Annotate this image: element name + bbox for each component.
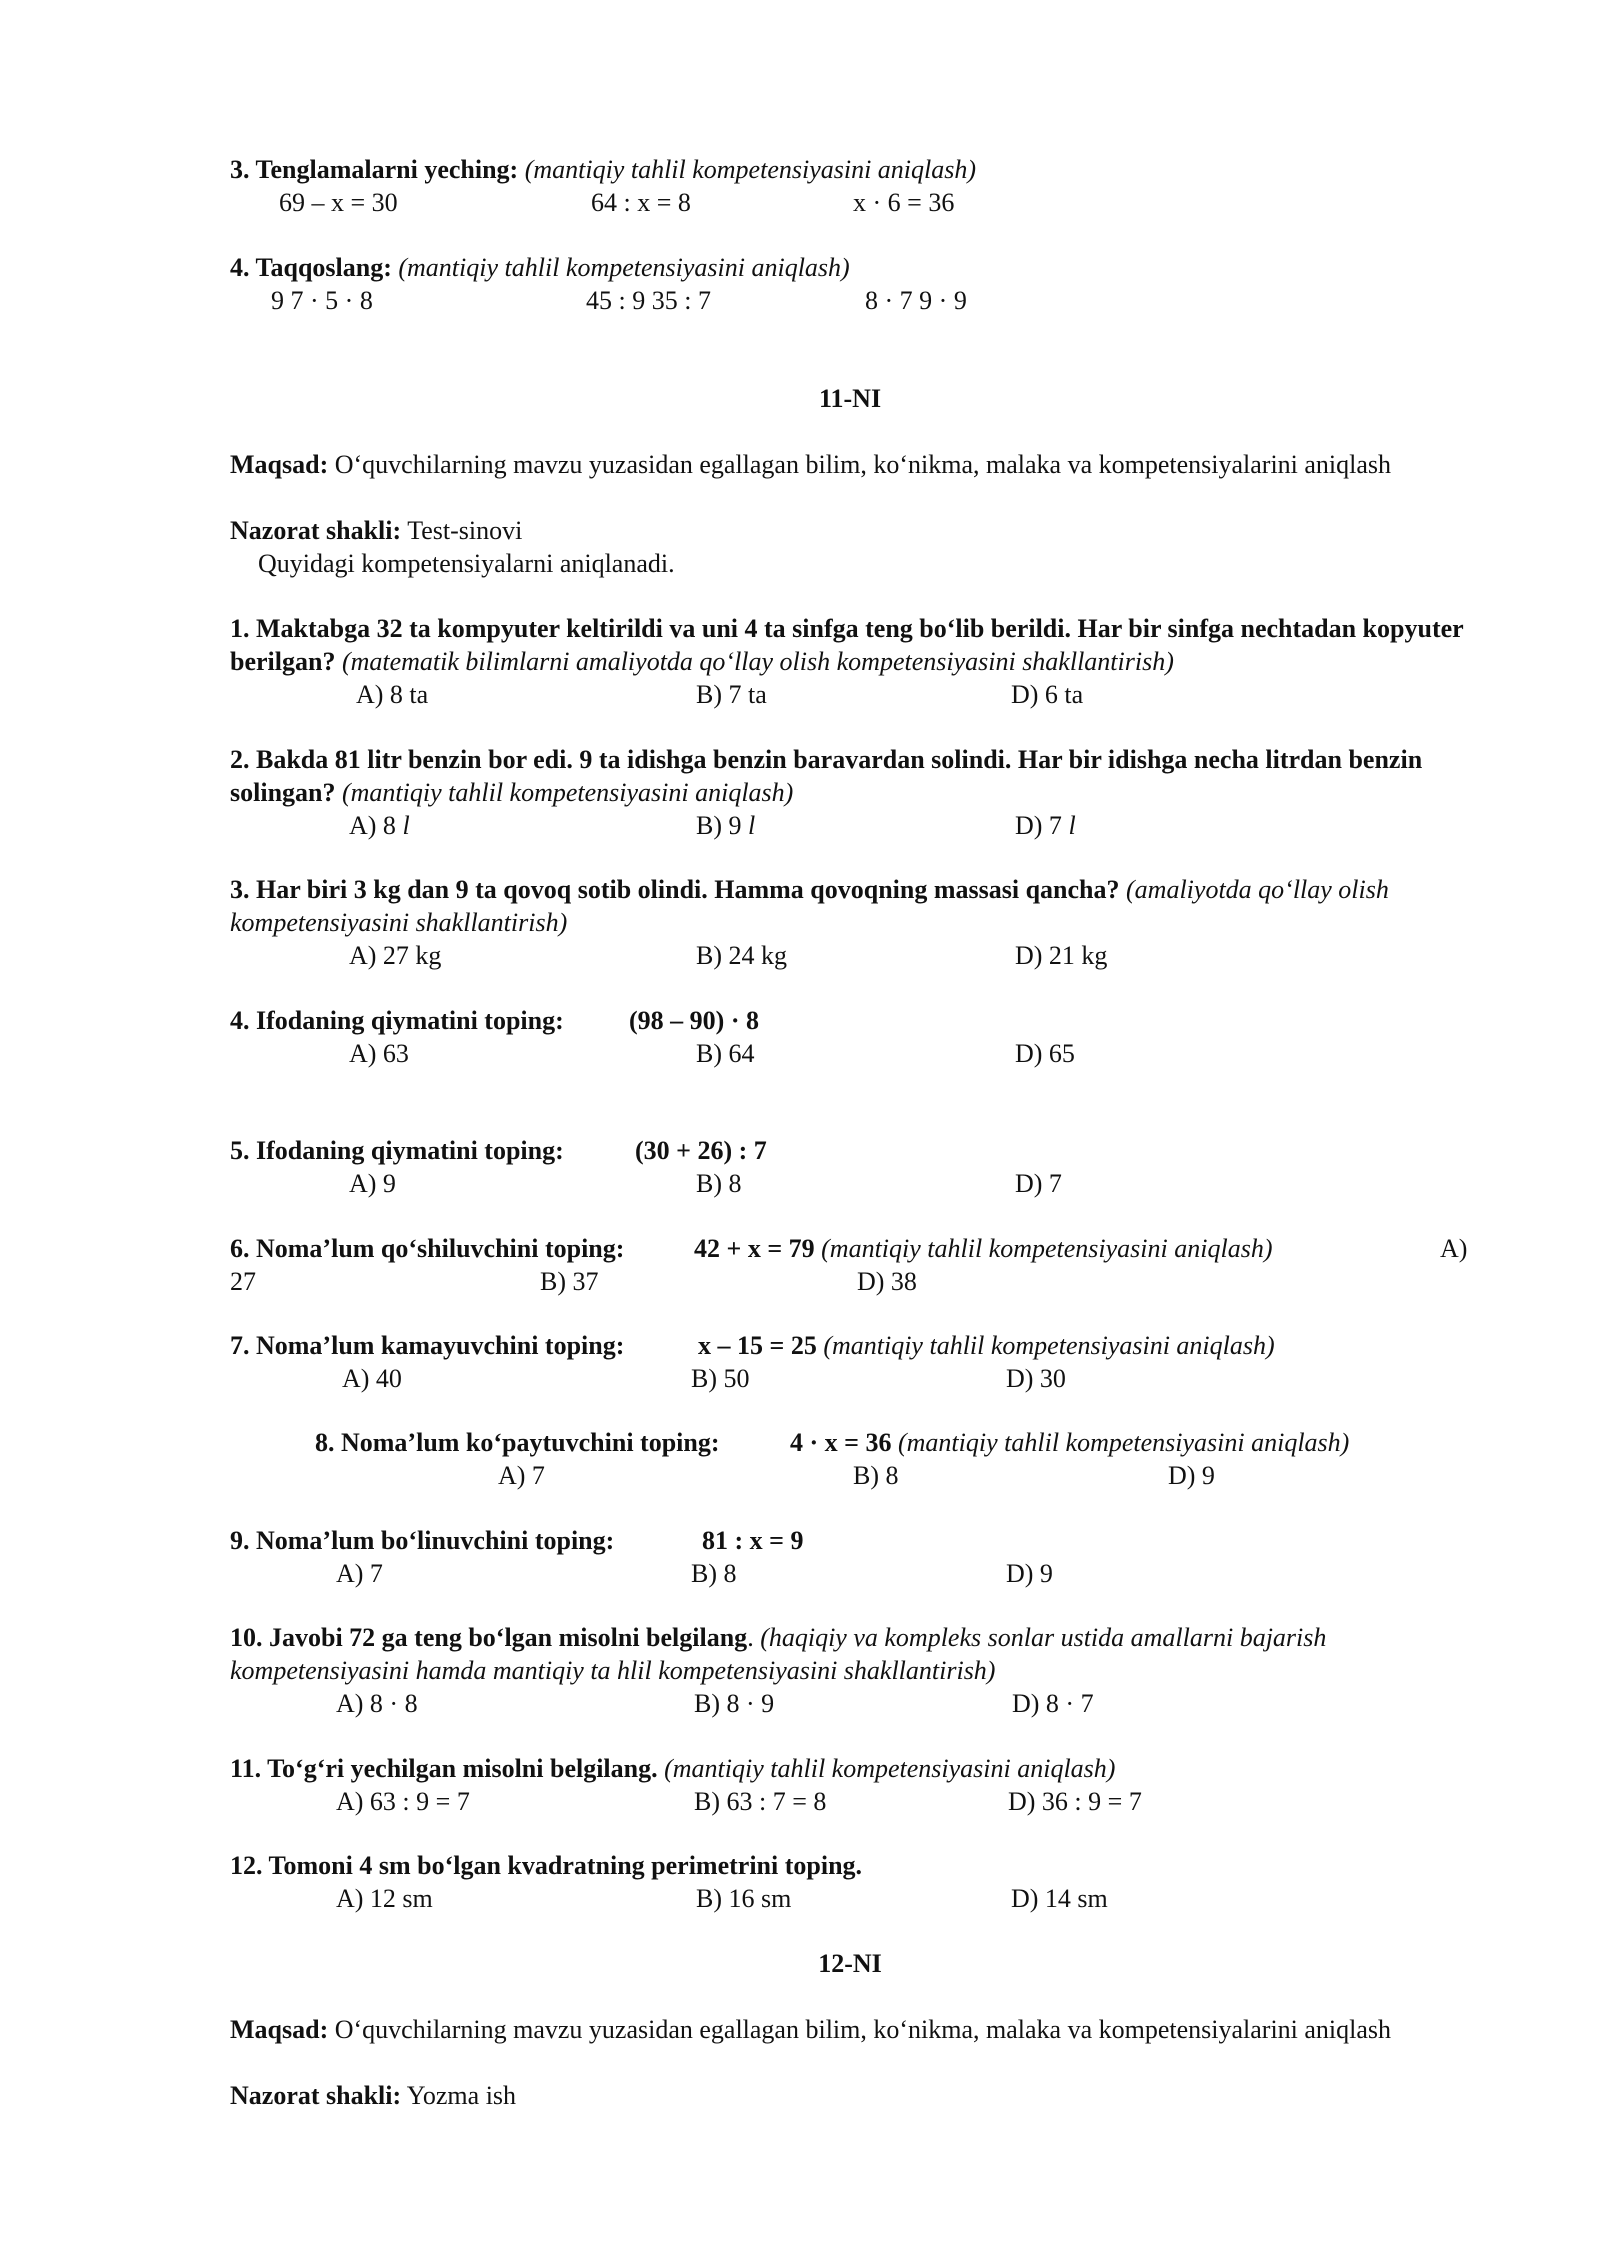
question-note: (mantiqiy tahlil kompetensiyasini aniqlash): [342, 778, 794, 807]
option-a-prefix: A): [1440, 1234, 1468, 1263]
question-note: (haqiqiy va kompleks sonlar ustida amallarni bajarish kompetensiyasini hamda mantiqiy ta hlil kompetensiyasini shakllantirish): [230, 1623, 1327, 1685]
answer-options: [230, 1687, 1470, 1720]
option-b: B) 16 sm: [696, 1884, 792, 1913]
unit: l: [1068, 811, 1076, 840]
intro-text: Quyidagi kompetensiyalarni aniqlanadi.: [258, 549, 675, 578]
question-text: 5. Ifodaning qiymatini toping:: [230, 1136, 564, 1165]
option-a-text: A) 8: [349, 811, 396, 840]
question-note: (mantiqiy tahlil kompetensiyasini aniqlash): [823, 1331, 1275, 1360]
question-8: [230, 1426, 1470, 1492]
expression: (98 – 90) · 8: [629, 1006, 759, 1035]
expression: x – 15 = 25: [698, 1331, 817, 1360]
question-2: [230, 743, 1470, 809]
option-b: B) 8: [696, 1169, 742, 1198]
equation: 64 : x = 8: [591, 188, 691, 217]
expression: 4 · x = 36: [790, 1428, 892, 1457]
control-label: Nazorat shakli:: [230, 516, 402, 545]
option-a: A) 12 sm: [336, 1884, 433, 1913]
comparison: 9 7 · 5 · 8: [271, 286, 373, 315]
question-text: 8. Noma’lum ko‘paytuvchini toping:: [315, 1428, 720, 1457]
option-d: D) 9: [1006, 1559, 1053, 1588]
option-d: D) 9: [1168, 1461, 1215, 1490]
expression: 42 + x = 79: [694, 1234, 815, 1263]
question-4: [230, 1004, 1470, 1070]
option-b: B) 7 ta: [696, 680, 767, 709]
option-d: D) 7: [1015, 1169, 1062, 1198]
control-text: Yozma ish: [406, 2081, 517, 2110]
section-goal: [230, 2013, 1470, 2046]
question-1: [230, 612, 1470, 678]
option-d: D) 65: [1015, 1039, 1075, 1068]
task-title: 4. Taqqoslang:: [230, 253, 392, 282]
option-d: D) 30: [1006, 1364, 1066, 1393]
equations-task: [230, 153, 1470, 219]
question-11: [230, 1752, 1470, 1818]
question-text: 2. Bakda 81 litr benzin bor edi. 9 ta idishga benzin baravardan solindi. Har bir idishga necha litrdan benzin solingan?: [230, 745, 1423, 807]
question-text: 11. To‘g‘ri yechilgan misolni belgilang.: [230, 1754, 658, 1783]
option-d: D) 8 · 7: [1012, 1689, 1094, 1718]
option-b: B) 8: [691, 1559, 737, 1588]
section-heading: [230, 1947, 1470, 1980]
option-b-text: B) 9: [696, 811, 742, 840]
option-d: D) 21 kg: [1015, 941, 1108, 970]
option-b: B) 8 · 9: [694, 1689, 775, 1718]
answer-options: [230, 939, 1470, 972]
question-text: 1. Maktabga 32 ta kompyuter keltirildi va uni 4 ta sinfga teng bo‘lib berildi. Har bir sinfga nechtadan kopyuter berilgan?: [230, 614, 1464, 676]
goal-label: Maqsad:: [230, 450, 329, 479]
question-text: 3. Har biri 3 kg dan 9 ta qovoq sotib olindi. Hamma qovoqning massasi qancha?: [230, 875, 1120, 904]
question-note: (matematik bilimlarni amaliyotda qo‘llay olish kompetensiyasini shakllantirish): [341, 647, 1174, 676]
question-5: [230, 1134, 1470, 1200]
section-heading: [230, 382, 1470, 415]
unit: l: [402, 811, 410, 840]
option-b: B) 50: [691, 1364, 750, 1393]
unit: l: [748, 811, 756, 840]
question-6: [230, 1232, 1470, 1298]
control-label: Nazorat shakli:: [230, 2081, 402, 2110]
option-b: B) 64: [696, 1039, 755, 1068]
option-d: D) 6 ta: [1011, 680, 1084, 709]
answer-options: [230, 678, 1470, 711]
section-heading-text: 11-NI: [818, 384, 882, 413]
control-form: [230, 2079, 1470, 2112]
option-a: A) 40: [342, 1364, 402, 1393]
option-a: A) 8 · 8: [336, 1689, 418, 1718]
section-goal: [230, 448, 1470, 481]
option-d: [1015, 809, 1076, 842]
option-d: D) 14 sm: [1011, 1884, 1108, 1913]
option-d: D) 38: [857, 1267, 917, 1296]
question-12: [230, 1849, 1470, 1915]
option-b: B) 24 kg: [696, 941, 787, 970]
question-text: 7. Noma’lum kamayuvchini toping:: [230, 1331, 625, 1360]
question-text: 4. Ifodaning qiymatini toping:: [230, 1006, 564, 1035]
question-7: [230, 1329, 1470, 1395]
question-text: 6. Noma’lum qo‘shiluvchini toping:: [230, 1234, 625, 1263]
option-a: A) 8 ta: [356, 680, 429, 709]
question-10: 10. Javobi 72 ga teng bo‘lgan misolni belgilang. (haqiqiy va kompleks sonlar ustida amallarni bajarish kompetensiyasini hamda mantiqiy ta hlil kompetensiyasini shakllantirish): [230, 1623, 1327, 1685]
question-text: 12. Tomoni 4 sm bo‘lgan kvadratning perimetrini toping.: [230, 1851, 863, 1880]
option-d-text: D) 7: [1015, 811, 1062, 840]
comparison: 45 : 9 35 : 7: [586, 286, 711, 315]
answer-options: [230, 809, 1470, 842]
question-note: (mantiqiy tahlil kompetensiyasini aniqlash): [821, 1234, 1273, 1263]
option-a: A) 9: [349, 1169, 396, 1198]
option-a: A) 63 : 9 = 7: [336, 1787, 470, 1816]
question-text: 10. Javobi 72 ga teng bo‘lgan misolni belgilang: [230, 1623, 748, 1652]
question-text: 9. Noma’lum bo‘linuvchini toping:: [230, 1526, 615, 1555]
expression: (30 + 26) : 7: [635, 1136, 767, 1165]
equation: x · 6 = 36: [853, 188, 955, 217]
option-d: D) 36 : 9 = 7: [1008, 1787, 1142, 1816]
expression: 81 : x = 9: [702, 1526, 804, 1555]
compare-task: [230, 251, 1470, 317]
control-form: [230, 514, 1470, 580]
goal-text: O‘quvchilarning mavzu yuzasidan egallagan bilim, ko‘nikma, malaka va kompetensiyalarini aniqlash: [334, 450, 1392, 479]
option-a: A) 27 kg: [349, 941, 442, 970]
option-b: B) 37: [540, 1267, 599, 1296]
task-title: 3. Tenglamalarni yeching:: [230, 155, 519, 184]
goal-label: Maqsad:: [230, 2015, 329, 2044]
question-note: (mantiqiy tahlil kompetensiyasini aniqlash): [664, 1754, 1116, 1783]
option-a-value: 27: [230, 1267, 256, 1296]
option-b: B) 63 : 7 = 8: [694, 1787, 827, 1816]
task-note: (mantiqiy tahlil kompetensiyasini aniqlash): [398, 253, 850, 282]
option-a: [349, 809, 410, 842]
option-a: A) 7: [336, 1559, 383, 1588]
comparison: 8 · 7 9 · 9: [865, 286, 967, 315]
option-a: A) 7: [498, 1461, 545, 1490]
option-b: [696, 809, 755, 842]
control-text: Test-sinovi: [407, 516, 523, 545]
question-note: (amaliyotda qo‘llay olish kompetensiyasini shakllantirish): [230, 875, 1389, 937]
question-3: [230, 873, 1470, 939]
question-9: [230, 1524, 1470, 1590]
section-heading-text: 12-NI: [818, 1949, 882, 1978]
goal-text: O‘quvchilarning mavzu yuzasidan egallagan bilim, ko‘nikma, malaka va kompetensiyalarini aniqlash: [334, 2015, 1392, 2044]
option-a: A) 63: [349, 1039, 409, 1068]
option-b: B) 8: [853, 1461, 899, 1490]
equation: 69 – x = 30: [279, 188, 398, 217]
question-note: (mantiqiy tahlil kompetensiyasini aniqlash): [898, 1428, 1350, 1457]
task-note: (mantiqiy tahlil kompetensiyasini aniqlash): [524, 155, 977, 184]
